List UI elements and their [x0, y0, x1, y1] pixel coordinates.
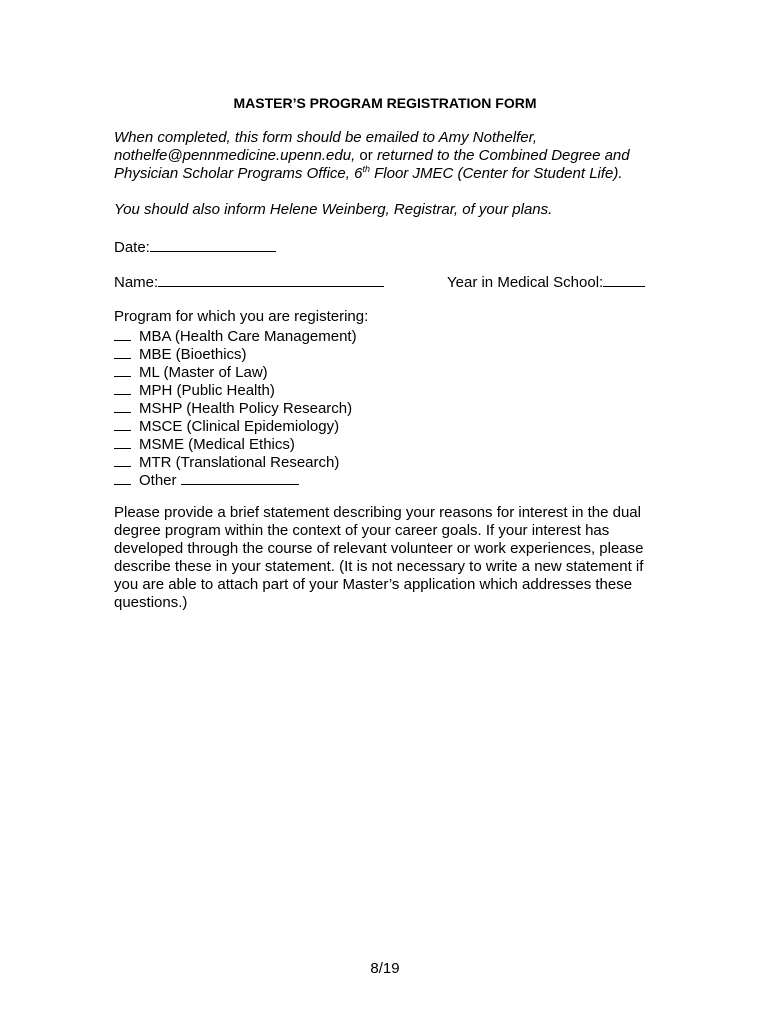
checkbox-blank[interactable]: [114, 398, 131, 413]
program-option-mba[interactable]: MBA (Health Care Management): [114, 326, 368, 344]
year-field: [447, 272, 645, 292]
contact-email[interactable]: nothelfe@pennmedicine.upenn.edu,: [114, 147, 356, 164]
program-option-other[interactable]: Other: [114, 470, 368, 488]
inform-registrar-text: You should also inform Helene Weinberg, Registrar, of your plans.: [114, 201, 553, 218]
date-blank[interactable]: [150, 237, 276, 252]
program-option-msce[interactable]: MSCE (Clinical Epidemiology): [114, 416, 368, 434]
intro-superscript: th: [362, 164, 370, 174]
intro-line-2: returned to the Combined Degree and: [376, 147, 630, 164]
other-blank[interactable]: [181, 470, 299, 485]
intro-paragraph: [114, 129, 654, 183]
program-heading: Program for which you are registering:: [114, 308, 369, 325]
checkbox-blank[interactable]: [114, 344, 131, 359]
date-field: [114, 237, 276, 257]
statement-instructions: Please provide a brief statement describing your reasons for interest in the dual degree program within the context of your career goals. If your interest has developed through the course of relevant volunteer or work experiences, please describe these in your statement. (It is not necessary to write a new statement if you are able to attach part of your Master’s application which addresses these questions.): [114, 504, 644, 611]
checkbox-blank[interactable]: [114, 326, 131, 341]
program-option-msme[interactable]: MSME (Medical Ethics): [114, 434, 368, 452]
checkbox-blank[interactable]: [114, 416, 131, 431]
year-label: Year in Medical School:: [447, 274, 604, 291]
page-number: 8/19: [370, 960, 400, 977]
year-blank[interactable]: [603, 272, 645, 287]
program-option-mshp[interactable]: MSHP (Health Policy Research): [114, 398, 368, 416]
program-option-mtr[interactable]: MTR (Translational Research): [114, 452, 368, 470]
program-option-mph[interactable]: MPH (Public Health): [114, 380, 368, 398]
checkbox-blank[interactable]: [114, 452, 131, 467]
checkbox-blank[interactable]: [114, 434, 131, 449]
program-list: [114, 308, 368, 488]
intro-or: or: [355, 147, 377, 164]
intro-line-3b: Floor JMEC (Center for Student Life).: [369, 165, 623, 182]
program-option-mbe[interactable]: MBE (Bioethics): [114, 344, 368, 362]
checkbox-blank[interactable]: [114, 380, 131, 395]
name-blank[interactable]: [158, 272, 384, 287]
intro-line-3a: Physician Scholar Programs Office, 6: [114, 165, 363, 182]
checkbox-blank[interactable]: [114, 362, 131, 377]
name-field: [114, 272, 384, 292]
program-option-ml[interactable]: ML (Master of Law): [114, 362, 368, 380]
name-label: Name:: [114, 274, 159, 291]
intro-line-1: When completed, this form should be emailed to Amy Nothelfer,: [114, 129, 537, 146]
form-title: MASTER’S PROGRAM REGISTRATION FORM: [233, 95, 537, 111]
date-label: Date:: [114, 239, 150, 256]
checkbox-blank[interactable]: [114, 470, 131, 485]
